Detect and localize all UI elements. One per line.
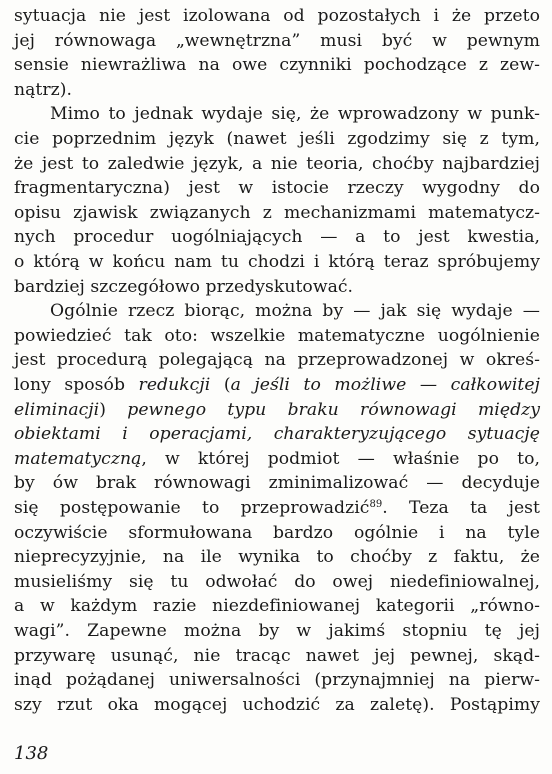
text-line: fragmentaryczna) jest w istocie rzeczy wygodny do: [14, 178, 540, 199]
text-line: [14, 496, 540, 520]
text-line: inąd pożądanej uniwersalności (przynajmniej na pierw-: [14, 670, 540, 691]
text-line: szy rzut oka mogącej uchodzić za zaletę). Postąpimy: [14, 694, 540, 715]
text-line: [14, 373, 540, 397]
text-span: . Teza ta jest: [382, 498, 540, 518]
text-line: bardziej szczegółowo przedyskutować.: [14, 276, 354, 297]
text-line: nątrz).: [14, 79, 73, 100]
text-span: lony sposób: [14, 375, 139, 395]
text-span: (: [210, 375, 231, 395]
text-span: ): [99, 399, 128, 420]
text-line: jest procedurą polegającą na przeprowadzonej w okreś-: [14, 350, 540, 371]
italic-span: matematyczną: [14, 448, 142, 469]
italic-span: pewnego typu braku równowagi między: [127, 399, 540, 420]
text-line: nieprecyzyjnie, na ile wynika to choćby z faktu, że: [14, 547, 540, 568]
text-line: powiedzieć tak oto: wszelkie matematyczne uogólnienie: [14, 325, 540, 346]
text-line: [14, 398, 540, 422]
text-line: a w każdym razie niezdefiniowanej kategorii „równo-: [14, 596, 540, 617]
text-line: sytuacja nie jest izolowana od pozostałych i że przeto: [14, 6, 540, 26]
text-line: że jest to zaledwie język, a nie teoria, choćby najbardziej: [14, 153, 540, 174]
text-line: Mimo to jednak wydaje się, że wprowadzony w punk-: [50, 104, 540, 125]
text-line: o którą w końcu nam tu chodzi i którą teraz spróbujemy: [14, 252, 540, 272]
text-line: wagi”. Zapewne można by w jakimś stopniu tę jej: [14, 621, 540, 641]
text-line: musieliśmy się tu odwołać do owej niedefiniowalnej,: [14, 571, 540, 592]
text-line: jej równowaga „wewnętrzna” musi być w pewnym: [14, 30, 540, 51]
text-line: oczywiście sformułowana bardzo ogólnie i na tyle: [14, 522, 540, 543]
text-line: [14, 422, 540, 446]
text-line: cie poprzednim język (nawet jeśli zgodzimy się z tym,: [14, 129, 540, 149]
italic-span: redukcji: [138, 375, 211, 395]
text-line: nych procedur uogólniających — a to jest kwestia,: [14, 227, 540, 248]
italic-span: obiektami i operacjami, charakteryzującego sytuację: [14, 424, 540, 445]
text-line: przywarę usunąć, nie tracąc nawet jej pewnej, skąd-: [14, 645, 540, 666]
text-line: by ów brak równowagi zminimalizować — decyduje: [14, 473, 540, 494]
italic-span: a jeśli to możliwe — całkowitej: [230, 375, 540, 395]
text-span: , w której podmiot — właśnie po to,: [141, 448, 540, 469]
text-line: opisu zjawisk związanych z mechanizmami matematycz-: [14, 202, 540, 223]
footnote-marker: 89: [369, 499, 383, 510]
italic-span: eliminacji: [14, 399, 100, 420]
text-span: się postępowanie to przeprowadzić: [14, 498, 370, 518]
text-line: sensie niewrażliwa na owe czynniki pochodzące z zew-: [14, 55, 540, 76]
page-number: 138: [14, 743, 49, 764]
text-line: [14, 447, 540, 471]
text-line: Ogólnie rzecz biorąc, można by — jak się wydaje —: [50, 301, 540, 322]
